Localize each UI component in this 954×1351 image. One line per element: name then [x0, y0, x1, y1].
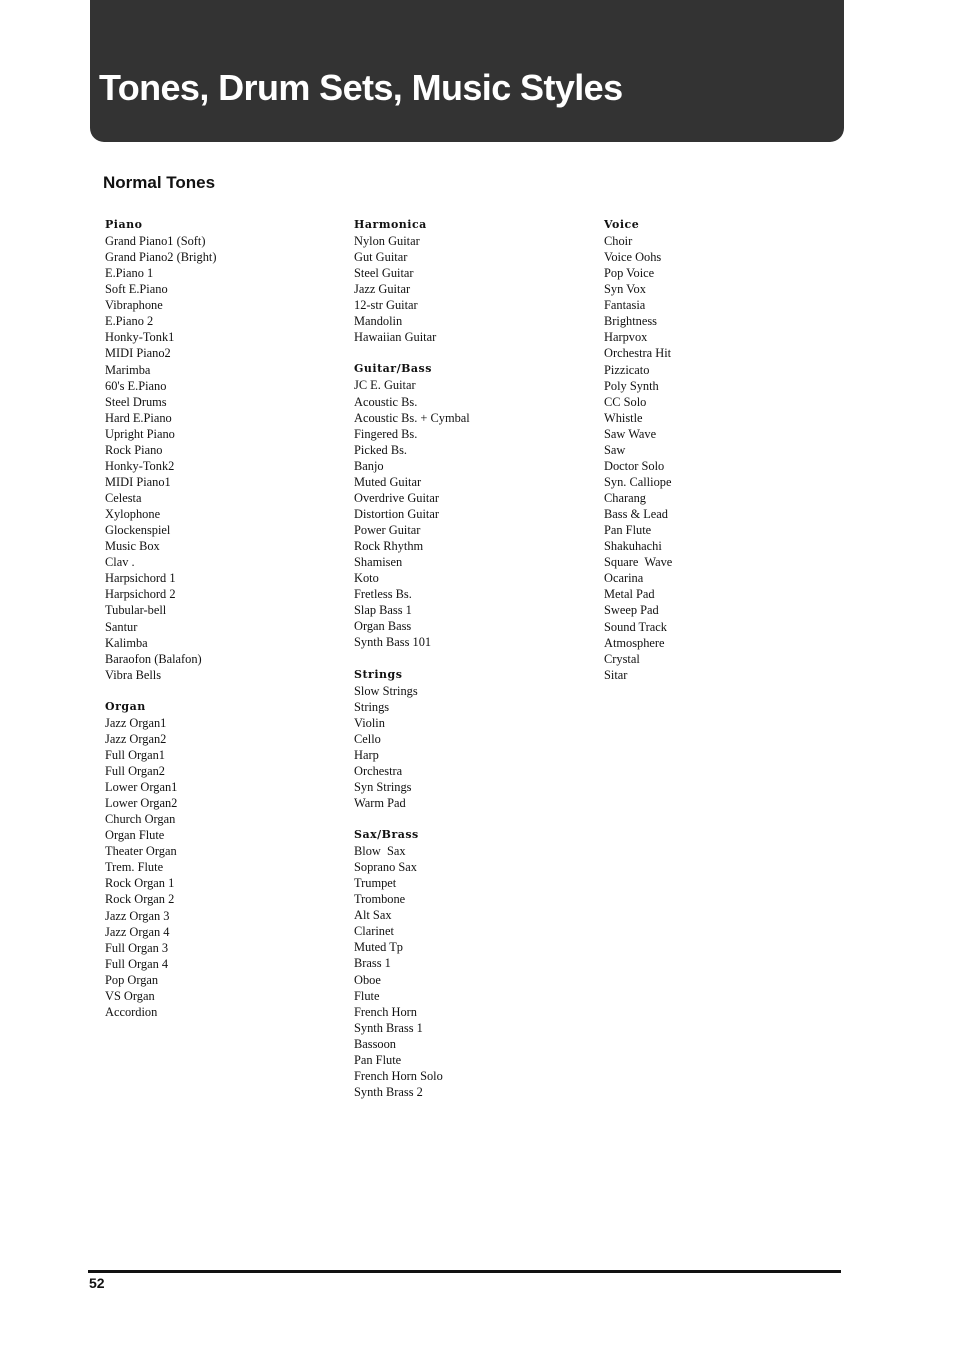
- tone-item: Sweep Pad: [604, 603, 659, 618]
- tone-item: Glockenspiel: [105, 523, 171, 538]
- tone-group: [354, 361, 574, 650]
- tone-item: Choir: [604, 234, 633, 248]
- tone-item: Marimba: [105, 362, 151, 377]
- tone-item: Doctor Solo: [604, 458, 665, 473]
- tone-item: Trombone: [354, 892, 406, 907]
- tone-group: [105, 217, 325, 683]
- tone-item: Hard E.Piano: [105, 410, 172, 425]
- tone-item: Crystal: [604, 651, 640, 666]
- tone-item: Steel Drums: [105, 394, 167, 409]
- tone-item: Pop Voice: [604, 266, 655, 281]
- tone-item: Harp: [354, 747, 379, 762]
- tone-item: Honky-Tonk1: [105, 330, 175, 345]
- tone-item: Baraofon (Balafon): [105, 651, 202, 666]
- tone-item: Upright Piano: [105, 426, 175, 441]
- tone-item: Saw: [604, 442, 626, 457]
- tone-item: Poly Synth: [604, 378, 659, 393]
- tone-item: Full Organ1: [105, 747, 166, 762]
- tone-item: Picked Bs.: [354, 442, 408, 457]
- tone-item: MIDI Piano2: [105, 346, 171, 361]
- tone-item: Muted Tp: [354, 940, 403, 955]
- tone-item: Oboe: [354, 972, 381, 987]
- tone-item: Syn. Calliope: [604, 474, 672, 489]
- tone-item: Grand Piano2 (Bright): [105, 250, 217, 265]
- tone-item: Fingered Bs.: [354, 426, 418, 441]
- tone-item: Trumpet: [354, 876, 397, 891]
- tone-item: Music Box: [105, 539, 160, 554]
- tone-item: Warm Pad: [354, 795, 406, 810]
- tone-item: Lower Organ2: [105, 796, 178, 811]
- tone-item: Pan Flute: [354, 1052, 402, 1067]
- tone-item: Full Organ2: [105, 763, 166, 778]
- tone-group-heading: Organ: [105, 699, 146, 713]
- tone-item: Jazz Organ 4: [105, 924, 170, 939]
- tone-item: Acoustic Bs.: [354, 394, 418, 409]
- tone-item: Brass 1: [354, 956, 391, 971]
- tone-column-2: [354, 217, 574, 1116]
- tone-item: Charang: [604, 491, 646, 505]
- tone-item: Muted Guitar: [354, 474, 422, 489]
- tone-item: Shamisen: [354, 555, 403, 570]
- tone-item: French Horn Solo: [354, 1068, 443, 1083]
- tone-item: Organ Flute: [105, 828, 165, 843]
- tone-item: 12-str Guitar: [354, 298, 418, 313]
- tone-item: Fretless Bs.: [354, 587, 412, 602]
- tone-group-heading: Piano: [105, 218, 143, 231]
- tone-item: Grand Piano1 (Soft): [105, 234, 206, 248]
- tone-item: Power Guitar: [354, 523, 421, 537]
- tone-item: Theater Organ: [105, 844, 177, 859]
- tone-item: Saw Wave: [604, 426, 657, 441]
- tone-item: Bass & Lead: [604, 507, 669, 522]
- tone-item: E.Piano 1: [105, 266, 154, 281]
- tone-item: Orchestra: [354, 763, 403, 778]
- tone-item: Overdrive Guitar: [354, 490, 439, 505]
- tone-item: Whistle: [604, 410, 643, 425]
- tone-item: Lower Organ1: [105, 780, 178, 794]
- tone-item: Gut Guitar: [354, 250, 408, 265]
- tone-item: Atmosphere: [604, 635, 665, 650]
- tone-item: Pizzicato: [604, 362, 650, 377]
- tone-item: Jazz Organ1: [105, 715, 167, 730]
- tone-item: Kalimba: [105, 635, 148, 650]
- tone-item: Sound Track: [604, 619, 667, 634]
- tone-item: Accordion: [105, 1004, 158, 1019]
- tone-item: Slap Bass 1: [354, 603, 412, 618]
- tone-item: Jazz Guitar: [354, 282, 411, 297]
- tone-column-1: [105, 217, 325, 1036]
- tone-item: Hawaiian Guitar: [354, 330, 437, 345]
- tone-item: VS Organ: [105, 988, 155, 1003]
- tone-item: Full Organ 3: [105, 940, 169, 955]
- tone-group: [354, 667, 574, 812]
- tone-group-heading: Strings: [354, 667, 403, 681]
- tone-item: Soprano Sax: [354, 860, 417, 875]
- tone-item: Flute: [354, 988, 380, 1003]
- tone-item: Full Organ 4: [105, 956, 169, 971]
- tone-item: Shakuhachi: [604, 539, 662, 554]
- section-title: Normal Tones: [103, 173, 216, 192]
- tone-item: Pan Flute: [604, 523, 652, 538]
- tone-item: Harpvox: [604, 330, 648, 345]
- tone-item: CC Solo: [604, 394, 647, 409]
- tone-item: Rock Piano: [105, 442, 163, 457]
- tone-item: MIDI Piano1: [105, 474, 171, 489]
- tone-item: Metal Pad: [604, 587, 655, 602]
- tone-item: Rock Rhythm: [354, 539, 424, 554]
- title-banner: [90, 0, 844, 142]
- tone-item: Cello: [354, 731, 381, 746]
- tone-item: Synth Brass 1: [354, 1020, 423, 1035]
- footer-rule: [88, 1270, 841, 1273]
- tone-group-heading: Harmonica: [354, 218, 427, 231]
- tone-item: Rock Organ 1: [105, 876, 175, 891]
- tone-item: Strings: [354, 699, 390, 714]
- tone-item: Steel Guitar: [354, 266, 414, 281]
- tone-item: Ocarina: [604, 571, 644, 586]
- tone-item: Synth Bass 101: [354, 635, 432, 650]
- tone-group: [354, 217, 574, 345]
- tone-item: Distortion Guitar: [354, 506, 440, 521]
- tone-group-heading: Guitar/Bass: [354, 362, 432, 376]
- tone-item: Nylon Guitar: [354, 234, 420, 248]
- tone-item: Synth Brass 2: [354, 1084, 423, 1099]
- tone-item: Clarinet: [354, 924, 394, 939]
- tone-group: [105, 699, 325, 1020]
- tone-item: Harpsichord 1: [105, 571, 176, 586]
- tone-item: JC E. Guitar: [354, 378, 416, 393]
- tone-item: Banjo: [354, 458, 384, 473]
- tone-group: [604, 217, 824, 683]
- tone-item: Orchestra Hit: [604, 346, 672, 361]
- tone-item: Jazz Organ2: [105, 731, 167, 746]
- tone-item: E.Piano 2: [105, 314, 154, 329]
- tone-item: Syn Vox: [604, 282, 646, 297]
- tone-item: Fantasia: [604, 298, 646, 313]
- tone-item: French Horn: [354, 1004, 417, 1019]
- tone-item: Blow Sax: [354, 844, 406, 858]
- tone-item: Bassoon: [354, 1036, 396, 1051]
- tone-item: Vibra Bells: [105, 667, 162, 682]
- tone-item: Vibraphone: [105, 298, 163, 313]
- tone-item: Tubular-bell: [105, 603, 167, 618]
- tone-item: Organ Bass: [354, 619, 412, 634]
- tone-item: Jazz Organ 3: [105, 908, 170, 923]
- tone-item: Syn Strings: [354, 779, 412, 794]
- tone-item: Acoustic Bs. + Cymbal: [354, 410, 470, 425]
- tone-item: Honky-Tonk2: [105, 458, 175, 473]
- tone-group-heading: Voice: [604, 218, 640, 231]
- tone-column-3: [604, 217, 824, 699]
- tone-item: Violin: [354, 715, 385, 730]
- tone-item: Harpsichord 2: [105, 587, 176, 602]
- tone-item: Clav .: [105, 555, 135, 570]
- tone-item: 60's E.Piano: [105, 378, 167, 393]
- tone-group-heading: Sax/Brass: [354, 828, 419, 841]
- tone-item: Koto: [354, 571, 379, 586]
- tone-item: Trem. Flute: [105, 860, 164, 875]
- tone-item: Xylophone: [105, 507, 161, 522]
- tone-item: Pop Organ: [105, 972, 159, 987]
- page-title: Tones, Drum Sets, Music Styles: [99, 67, 623, 108]
- tone-item: Celesta: [105, 491, 142, 505]
- tone-item: Church Organ: [105, 812, 176, 827]
- tone-item: Brightness: [604, 314, 658, 329]
- tone-item: Voice Oohs: [604, 250, 662, 265]
- tone-item: Santur: [105, 619, 138, 634]
- tone-item: Sitar: [604, 667, 628, 682]
- tone-item: Square Wave: [604, 555, 673, 570]
- tone-item: Slow Strings: [354, 683, 418, 698]
- tone-item: Rock Organ 2: [105, 892, 175, 907]
- tone-group: [354, 827, 574, 1100]
- tone-item: Mandolin: [354, 314, 403, 329]
- tone-item: Soft E.Piano: [105, 282, 168, 297]
- page-number: 52: [89, 1275, 105, 1291]
- tone-item: Alt Sax: [354, 908, 392, 923]
